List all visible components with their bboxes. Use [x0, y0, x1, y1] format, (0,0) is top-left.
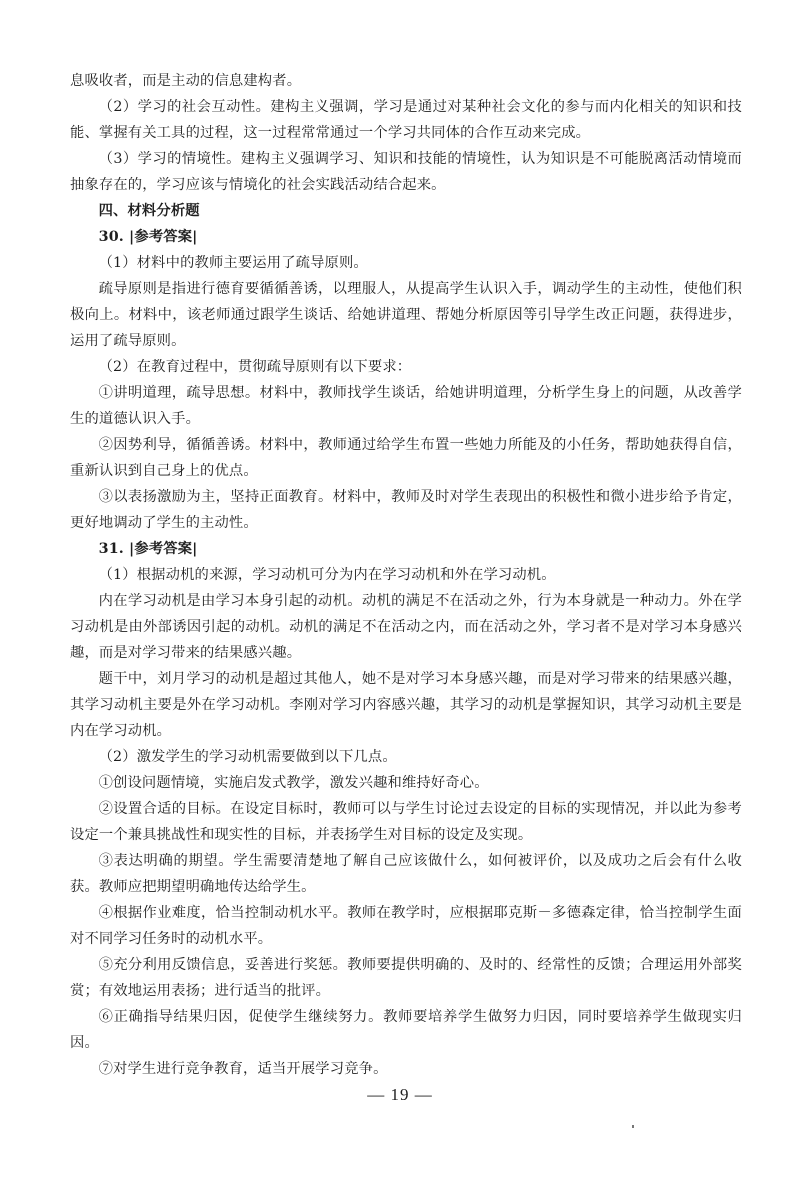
q31-paragraph: 题干中，刘月学习的动机是超过其他人，她不是对学习本身感兴趣，而是对学习带来的结果感兴趣，其学习动机主要是外在学习动机。李刚对学习内容感兴趣，其学习的动机是掌握知识，其学习动机主要是内在学习动机。 — [70, 671, 742, 739]
q30-paragraph: ②因势利导，循循善诱。材料中，教师通过给学生布置一些她力所能及的小任务，帮助她获得自信，重新认识到自己身上的优点。 — [70, 437, 742, 479]
q31-paragraph: ②设置合适的目标。在设定目标时，教师可以与学生讨论过去设定的目标的实现情况，并以此为参考设定一个兼具挑战性和现实性的目标，并表扬学生对目标的设定及实现。 — [70, 801, 742, 843]
q31-paragraph: ④根据作业难度，恰当控制动机水平。教师在教学时，应根据耶克斯－多德森定律，恰当控制学生面对不同学习任务时的动机水平。 — [70, 905, 742, 947]
paragraph-social-interaction: （2）学习的社会互动性。建构主义强调，学习是通过对某种社会文化的参与而内化相关的知识和技能、掌握有关工具的过程，这一过程常常通过一个学习共同体的合作互动来完成。 — [70, 99, 742, 141]
section-heading: 四、材料分析题 — [98, 203, 200, 219]
q31-paragraph: （1）根据动机的来源，学习动机可分为内在学习动机和外在学习动机。 — [98, 567, 556, 583]
q31-paragraph: ⑤充分利用反馈信息，妥善进行奖惩。教师要提供明确的、及时的、经常性的反馈；合理运用外部奖赏；有效地运用表扬；进行适当的批评。 — [70, 957, 742, 999]
scan-speck — [632, 1125, 634, 1128]
paragraph-continuation: 息吸收者，而是主动的信息建构者。 — [70, 73, 302, 89]
q31-paragraph: （2）激发学生的学习动机需要做到以下几点。 — [98, 749, 397, 765]
q30-paragraph: ①讲明道理，疏导思想。材料中，教师找学生谈话，给她讲明道理，分析学生身上的问题，从改善学生的道德认识入手。 — [70, 385, 742, 427]
q30-paragraph: 疏导原则是指进行德育要循循善诱，以理服人，从提高学生认识入手，调动学生的主动性，使他们积极向上。材料中，该老师通过跟学生谈话、给她讲道理、帮她分析原因等引导学生改正问题，获得进步，运用了疏导原则。 — [70, 281, 742, 349]
q30-paragraph: （2）在教育过程中，贯彻疏导原则有以下要求： — [98, 359, 412, 375]
paragraph-situated: （3）学习的情境性。建构主义强调学习、知识和技能的情境性，认为知识是不可能脱离活动情境而抽象存在的，学习应该与情境化的社会实践活动结合起来。 — [70, 151, 742, 193]
page-number: — 19 — — [367, 1085, 433, 1104]
question-31-label: 31. |参考答案| — [98, 541, 198, 557]
q31-paragraph: 内在学习动机是由学习本身引起的动机。动机的满足不在活动之外，行为本身就是一种动力。外在学习动机是由外部诱因引起的动机。动机的满足不在活动之内，而在活动之外，学习者不是对学习本身感兴趣，而是对学习带来的结果感兴趣。 — [70, 593, 742, 661]
q31-paragraph: ⑦对学生进行竞争教育，适当开展学习竞争。 — [98, 1061, 388, 1077]
q31-paragraph: ⑥正确指导结果归因，促使学生继续努力。教师要培养学生做努力归因，同时要培养学生做现实归因。 — [70, 1009, 742, 1051]
q31-paragraph: ①创设问题情境，实施启发式教学，激发兴趣和维持好奇心。 — [98, 775, 489, 791]
question-30-label: 30. |参考答案| — [98, 229, 198, 245]
q30-paragraph: （1）材料中的教师主要运用了疏导原则。 — [98, 255, 368, 271]
q30-paragraph: ③以表扬激励为主，坚持正面教育。材料中，教师及时对学生表现出的积极性和微小进步给予肯定，更好地调动了学生的主动性。 — [70, 489, 742, 531]
q31-paragraph: ③表达明确的期望。学生需要清楚地了解自己应该做什么，如何被评价，以及成功之后会有什么收获。教师应把期望明确地传达给学生。 — [70, 853, 742, 895]
text-block — [70, 68, 742, 1082]
